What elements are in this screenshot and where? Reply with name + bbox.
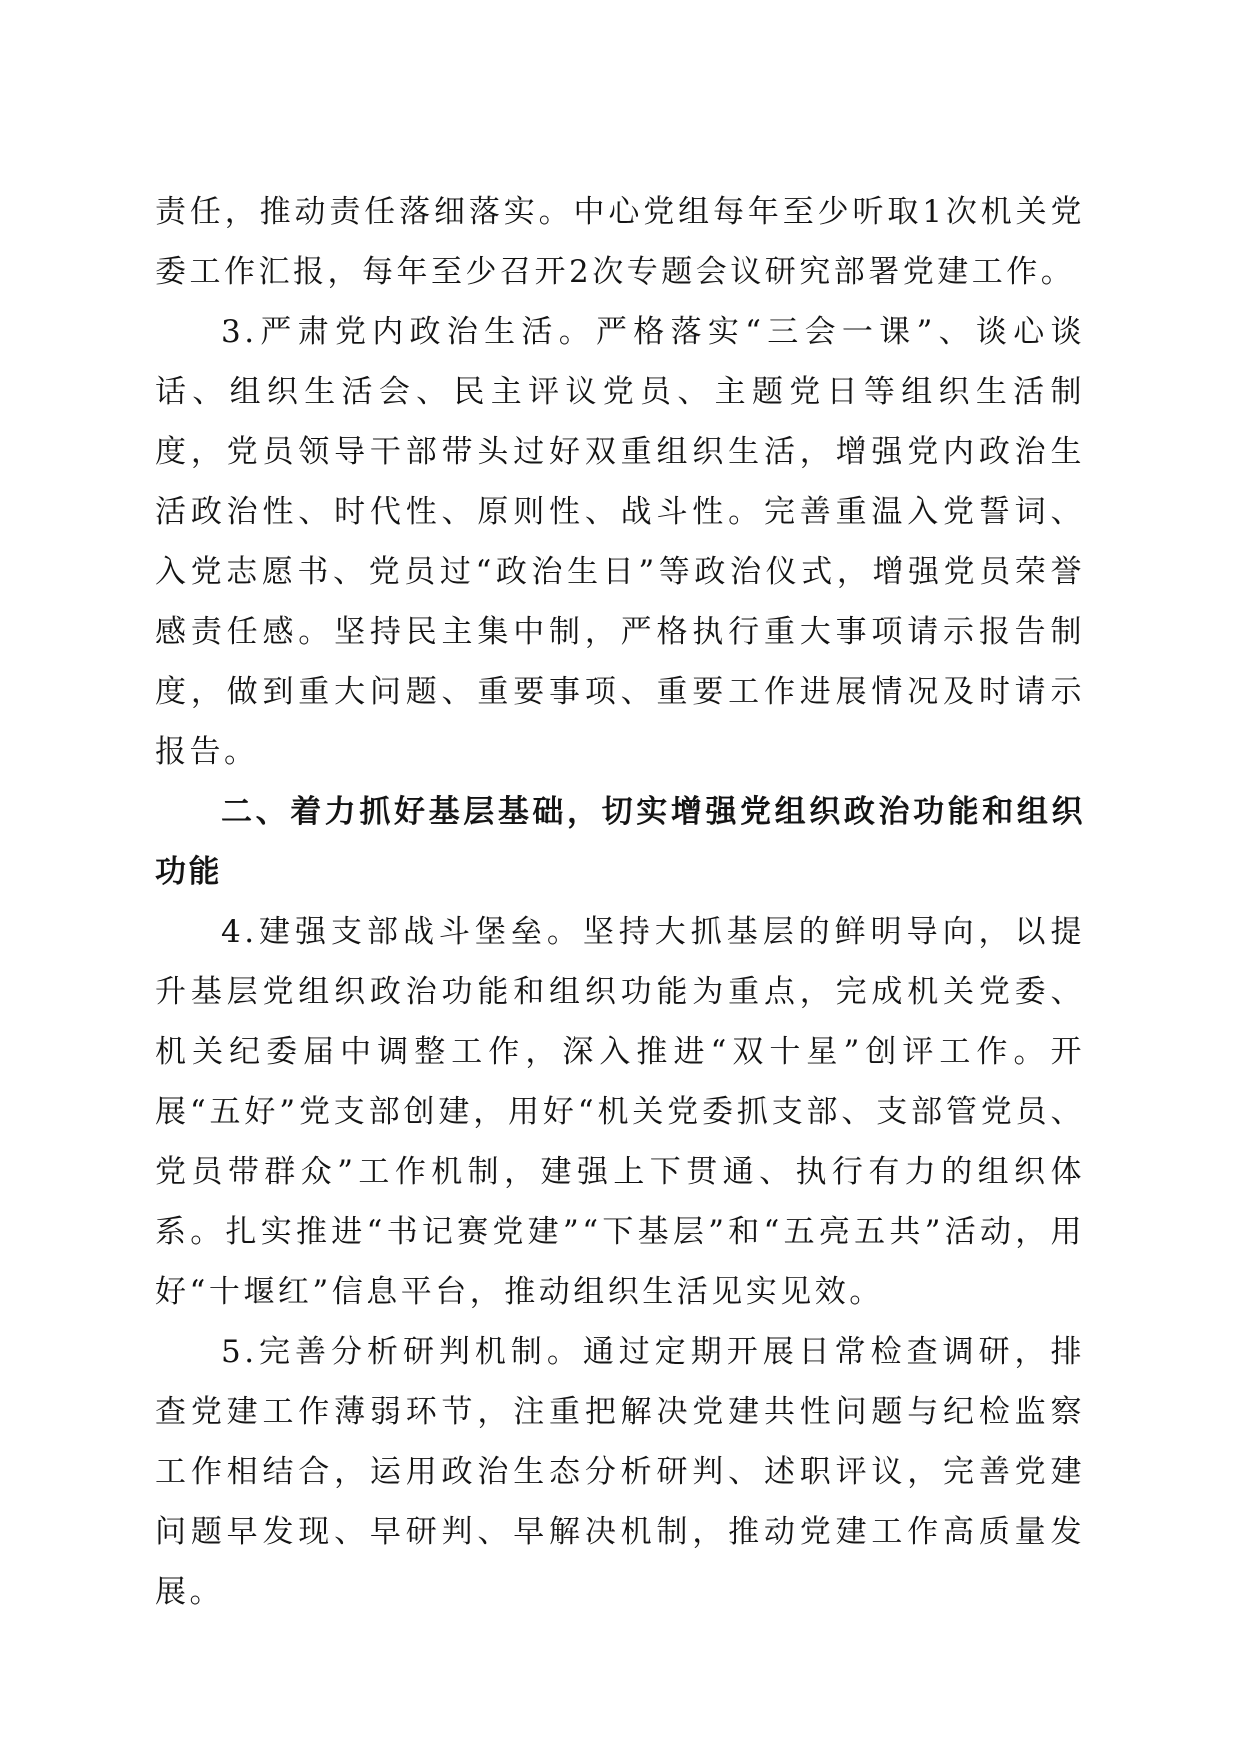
document-body [155,182,1085,1622]
paragraph-item-3: 3.严肃党内政治生活。严格落实“三会一课”、谈心谈话、组织生活会、民主评议党员、主题党日等组织生活制度，党员领导干部带头过好双重组织生活，增强党内政治生活政治性、时代性、原则性、战斗性。完善重温入党誓词、入党志愿书、党员过“政治生日”等政治仪式，增强党员荣誉感责任感。坚持民主集中制，严格执行重大事项请示报告制度，做到重大问题、重要事项、重要工作进展情况及时请示报告。 [155,314,1085,770]
paragraph-item-4: 4.建强支部战斗堡垒。坚持大抓基层的鲜明导向，以提升基层党组织政治功能和组织功能为重点，完成机关党委、机关纪委届中调整工作，深入推进“双十星”创评工作。开展“五好”党支部创建，用好“机关党委抓支部、支部管党员、党员带群众”工作机制，建强上下贯通、执行有力的组织体系。扎实推进“书记赛党建”“下基层”和“五亮五共”活动，用好“十堰红”信息平台，推动组织生活见实见效。 [155,914,1085,1310]
paragraph-item-5: 5.完善分析研判机制。通过定期开展日常检查调研，排查党建工作薄弱环节，注重把解决党建共性问题与纪检监察工作相结合，运用政治生态分析研判、述职评议，完善党建问题早发现、早研判、早解决机制，推动党建工作高质量发展。 [155,1334,1085,1610]
section-heading-2: 二、着力抓好基层基础，切实增强党组织政治功能和组织功能 [155,794,1085,890]
paragraph-continuation: 责任，推动责任落细落实。中心党组每年至少听取1次机关党委工作汇报，每年至少召开2次专题会议研究部署党建工作。 [155,194,1085,290]
